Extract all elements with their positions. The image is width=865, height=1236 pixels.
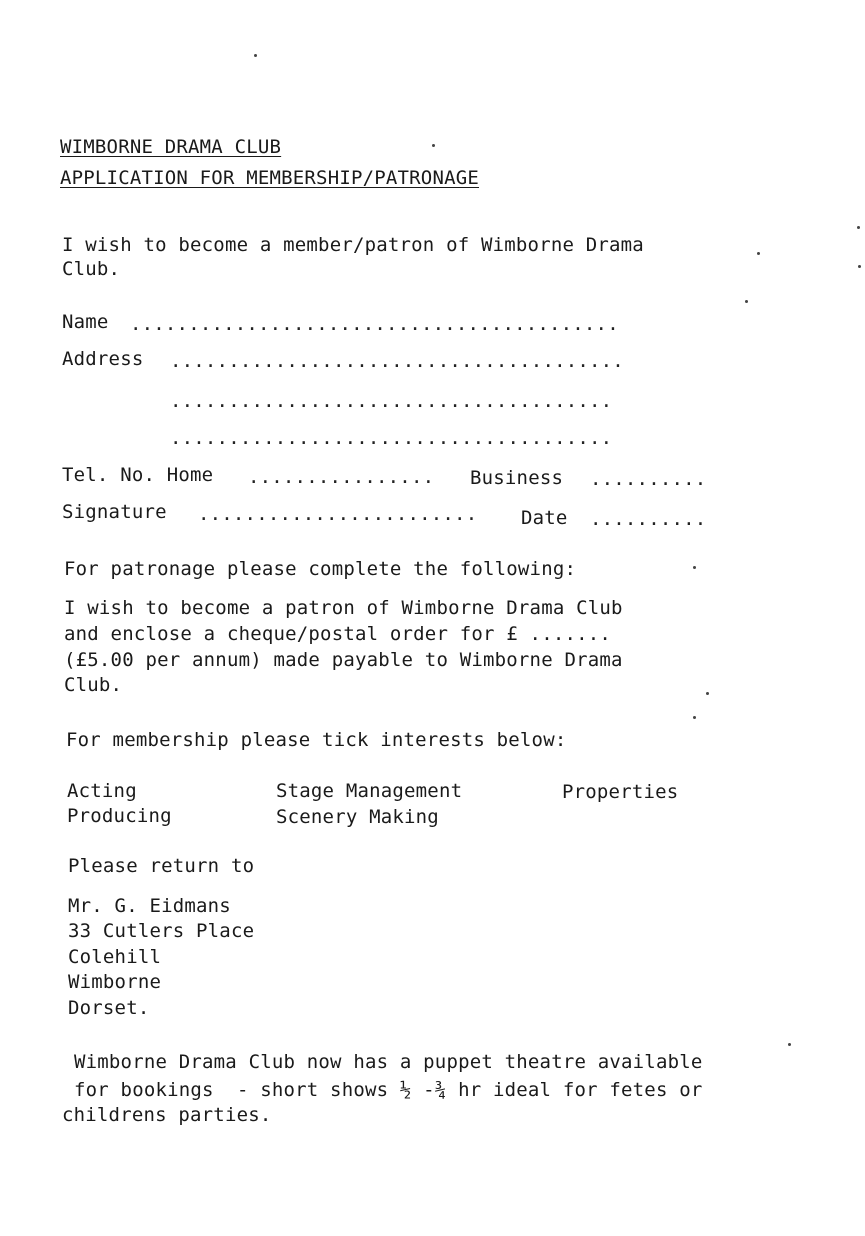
return-heading: Please return to [68, 855, 255, 877]
return-name: Mr. G. Eidmans [68, 895, 231, 917]
club-name-heading: WIMBORNE DRAMA CLUB [60, 136, 282, 158]
puppet-note-line-1: Wimborne Drama Club now has a puppet theatre available [74, 1051, 703, 1073]
puppet-note-line-3: childrens parties. [62, 1104, 272, 1126]
interest-properties[interactable]: Properties [562, 781, 679, 803]
return-county: Dorset. [68, 997, 150, 1019]
scan-speck [788, 1043, 791, 1046]
scan-speck [858, 265, 861, 268]
scan-speck [432, 144, 435, 147]
form-title: APPLICATION FOR MEMBERSHIP/PATRONAGE [60, 167, 480, 189]
scan-speck [693, 566, 696, 569]
name-label: Name [62, 311, 109, 333]
interest-stage-management[interactable]: Stage Management [276, 780, 463, 802]
puppet-note-line-2: for bookings - short shows ½ -¾ hr ideal for fetes or [74, 1079, 703, 1101]
address-field-1[interactable]: ....................................... [170, 350, 624, 372]
scan-speck [693, 716, 696, 719]
scan-speck [857, 226, 860, 229]
scan-speck [757, 252, 760, 255]
signature-field[interactable]: ........................ [198, 503, 478, 525]
address-label: Address [62, 348, 144, 370]
intro-line-1: I wish to become a member/patron of Wimborne Drama [62, 234, 644, 256]
interest-producing[interactable]: Producing [67, 805, 172, 827]
patronage-line-3: (£5.00 per annum) made payable to Wimborne Drama [64, 649, 623, 671]
patronage-line-2: and enclose a cheque/postal order for £ ....... [64, 623, 612, 645]
interest-scenery-making[interactable]: Scenery Making [276, 806, 439, 828]
patronage-line-1: I wish to become a patron of Wimborne Drama Club [64, 597, 623, 619]
patronage-line-4: Club. [64, 674, 123, 696]
membership-heading: For membership please tick interests below: [66, 729, 567, 751]
intro-line-2: Club. [62, 258, 121, 280]
address-field-3[interactable]: ...................................... [170, 427, 613, 449]
name-field[interactable]: .......................................... [130, 313, 619, 335]
patronage-heading: For patronage please complete the following: [64, 558, 577, 580]
date-label: Date [521, 507, 568, 529]
date-field[interactable]: .......... [590, 508, 707, 530]
address-field-2[interactable]: ...................................... [170, 390, 613, 412]
scan-speck [706, 692, 709, 695]
scan-speck [745, 300, 748, 303]
tel-business-field[interactable]: .......... [590, 468, 707, 490]
scan-speck [254, 54, 257, 57]
return-street: 33 Cutlers Place [68, 920, 255, 942]
tel-business-label: Business [470, 467, 564, 489]
return-town: Wimborne [68, 971, 162, 993]
tel-home-field[interactable]: ................ [248, 466, 435, 488]
return-locality: Colehill [68, 946, 162, 968]
signature-label: Signature [62, 501, 167, 523]
tel-home-label: Tel. No. Home [62, 464, 214, 486]
interest-acting[interactable]: Acting [67, 780, 137, 802]
